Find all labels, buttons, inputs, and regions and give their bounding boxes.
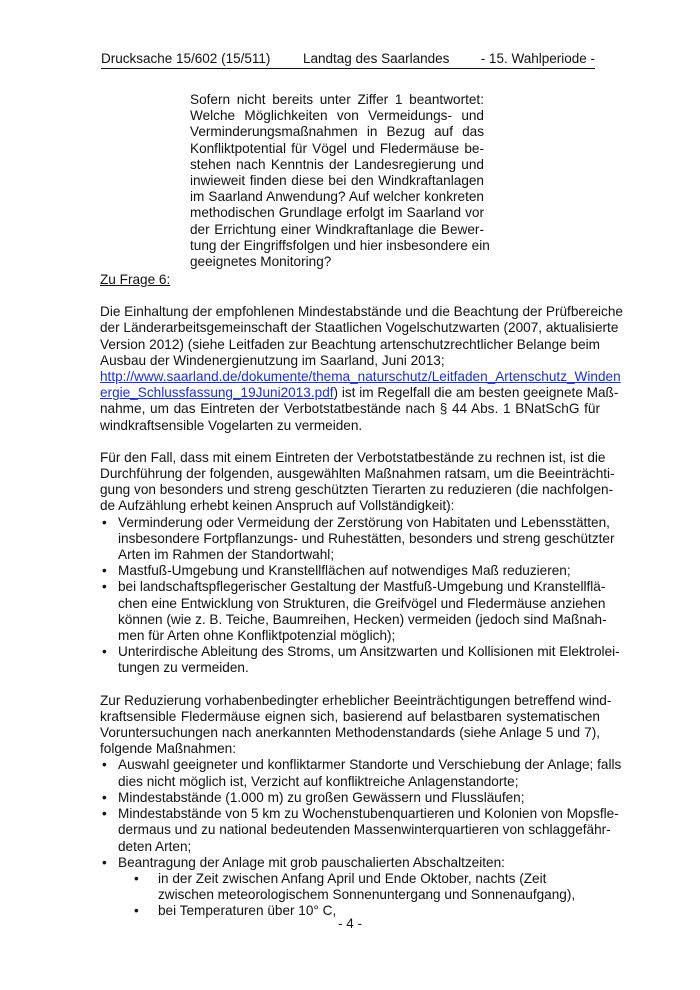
- paragraph-3: [100, 692, 622, 920]
- list-item: • bei landschaftspflegerischer Gestaltung der Mastfuß-Umgebung und Kranstellflä- chen eine Entwicklung von Strukturen, die Greifvögel und Fledermäuse anziehen können (wie z. B. Teiche, Baumreihen, Hecken) vermeiden (jedoch sind Maßnah- men für Arten ohne Konfliktpotenzial möglich);: [102, 579, 607, 644]
- answer-section: [100, 272, 623, 920]
- paragraph-line: Durchführung der folgenden, ausgewählten Maßnahmen ratsam, um die Beeinträchti-: [100, 466, 615, 482]
- bullet-icon: •: [102, 579, 107, 595]
- answer-heading: Zu Frage 6:: [100, 272, 171, 287]
- bullet-icon: •: [102, 854, 107, 870]
- paragraph-line: Für den Fall, dass mit einem Eintreten der Verbotstatbestände zu rechnen ist, ist die: [100, 449, 606, 465]
- question-line: Verminderungsmaßnahmen in Bezug auf das: [190, 124, 484, 140]
- question-line: Sofern nicht bereits unter Ziffer 1 beantwortet:: [190, 92, 484, 107]
- bullet-icon: •: [102, 563, 107, 579]
- header-institution: Landtag des Saarlandes: [303, 51, 450, 66]
- measures-list-bats: [100, 757, 622, 919]
- paragraph-line: de Aufzählung erhebt keinen Anspruch auf Vollständigkeit):: [100, 498, 455, 514]
- paragraph-line: kraftsensible Fledermäuse eignen sich, basierend auf belastbaren systematischen: [100, 708, 600, 724]
- list-item: • bei Temperaturen über 10° C,: [134, 903, 337, 919]
- paragraph-line: windkraftsensible Vogelarten zu vermeiden.: [100, 417, 363, 433]
- list-item: • Auswahl geeigneter und konfliktarmer Standorte und Verschiebung der Anlage; falls dies nicht möglich ist, Verzicht auf konfliktreiche Anlagenstandorte;: [102, 757, 622, 789]
- bullet-icon: •: [102, 789, 107, 805]
- measures-list-birds: [100, 514, 620, 677]
- bullet-icon: •: [102, 514, 107, 530]
- list-item: • in der Zeit zwischen Anfang April und Ende Oktober, nachts (Zeit zwischen meteorologischem Sonnenuntergang und Sonnenaufgang),: [134, 870, 576, 903]
- list-item: • Verminderung oder Vermeidung der Zerstörung von Habitaten und Lebensstätten, insbesondere Fortpflanzungs- und Ruhestätten, besonders und streng geschützter Arten im Rahmen der Standortwahl;: [102, 514, 615, 563]
- question-line: methodischen Grundlage erfolgt im Saarland vor: [190, 205, 484, 221]
- question-line: Welche Möglichkeiten von Vermeidungs- und: [190, 108, 484, 124]
- paragraph-line: gung von besonders und streng geschützten Tierarten zu reduzieren (die nachfolgen-: [100, 482, 614, 498]
- paragraph-line: folgende Maßnahmen:: [100, 741, 237, 757]
- paragraph-line: der Länderarbeitsgemeinschaft der Staatlichen Vogelschutzwarten (2007, aktualisierte: [100, 320, 619, 336]
- paragraph-line: Zur Reduzierung vorhabenbedingter erheblicher Beeinträchtigungen betreffend wind-: [100, 692, 612, 708]
- question-line: im Saarland Anwendung? Auf welcher konkreten: [190, 189, 484, 205]
- paragraph-2: [100, 449, 620, 677]
- list-item: • Unterirdische Ableitung des Stroms, um Ansitzwarten und Kollisionen mit Elektrolei- tungen zu vermeiden.: [102, 644, 620, 676]
- paragraph-line: Voruntersuchungen nach anerkannten Methodenstandards (siehe Anlage 5 und 7),: [100, 725, 600, 741]
- question-line: stehen nach Kenntnis der Landesregierung und: [190, 156, 484, 172]
- page-header: [101, 50, 595, 69]
- list-item: • Mastfuß-Umgebung und Kranstellflächen auf notwendiges Maß reduzieren;: [102, 563, 571, 579]
- paragraph-line: nahme, um das Eintreten der Verbotstatbestände nach § 44 Abs. 1 BNatSchG für: [100, 401, 600, 417]
- paragraph-line: Ausbau der Windenergienutzung im Saarland, Juni 2013;: [100, 352, 445, 368]
- question-line: Konfliktpotential für Vögel und Fledermäuse be-: [190, 140, 484, 156]
- list-item: • Beantragung der Anlage mit grob pauschalierten Abschaltzeiten: • in der Zeit zwischen Anfang April und Ende Oktober, nachts (Zeit zwischen meteorologischem Sonnenuntergang und Sonnenaufgang), • bei Temperaturen über 10° C,: [100, 855, 600, 920]
- question-line: der Errichtung einer Windkraftanlage die Bewer-: [190, 221, 484, 237]
- question-line: inwieweit finden diese bei den Windkraftanlagen: [190, 173, 484, 189]
- question-line: tung der Eingriffsfolgen und hier insbesondere ein: [190, 237, 490, 253]
- header-period: - 15. Wahlperiode -: [480, 51, 595, 66]
- bullet-icon: •: [102, 806, 107, 822]
- paragraph-1: [100, 304, 623, 434]
- shutdown-times-list: [118, 871, 600, 920]
- paragraph-line: [100, 369, 621, 385]
- paragraph-line: Version 2012) (siehe Leitfaden zur Beachtung artenschutzrechtlicher Belange beim: [100, 336, 600, 352]
- question-text: [190, 92, 490, 270]
- after-link-text: ) ist im Regelfall die am besten geeignete Maß-: [333, 385, 619, 401]
- leitfaden-link-part2[interactable]: ergie_Schlussfassung_19Juni2013.pdf: [100, 385, 334, 401]
- list-item: • Mindestabstände (1.000 m) zu großen Gewässern und Flussläufen;: [102, 789, 525, 805]
- bullet-icon: •: [102, 644, 107, 660]
- header-doc-ref: Drucksache 15/602 (15/511): [101, 51, 271, 66]
- list-item: • Mindestabstände von 5 km zu Wochenstubenquartieren und Kolonien von Mopsfle- dermaus und zu national bedeutenden Massenwinterquartieren von schlaggefähr- deten Arten;: [102, 806, 619, 854]
- page-number: - 4 -: [337, 916, 362, 931]
- paragraph-line: [100, 385, 619, 401]
- paragraph-line: Die Einhaltung der empfohlenen Mindestabstände und die Beachtung der Prüfbereiche: [100, 304, 623, 320]
- bullet-icon: •: [134, 870, 139, 886]
- bullet-icon: •: [134, 903, 139, 919]
- bullet-icon: •: [102, 757, 107, 773]
- question-line: geeignetes Monitoring?: [190, 254, 332, 270]
- leitfaden-link-part1[interactable]: http://www.saarland.de/dokumente/thema_naturschutz/Leitfaden_Artenschutz_Winden: [100, 369, 621, 385]
